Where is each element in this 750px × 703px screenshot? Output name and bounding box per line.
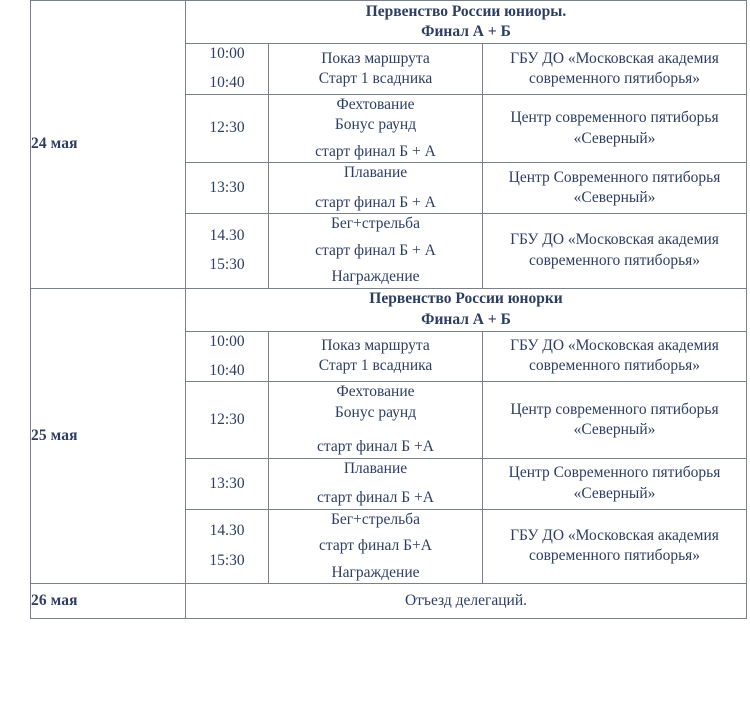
time-line-1: 13:30 — [209, 474, 245, 492]
closing-text: Отъезд делегаций. — [186, 584, 747, 619]
time-cell — [186, 458, 269, 509]
time-cell — [186, 44, 269, 95]
venue-line-2: «Северный» — [573, 189, 656, 207]
venue-cell — [483, 458, 747, 509]
date-cell: 26 мая — [31, 584, 186, 619]
time-line-1: 10:00 — [209, 45, 245, 62]
time-cell — [186, 214, 269, 288]
venue-line-2: современного пятиборья» — [528, 547, 701, 565]
schedule-table — [30, 0, 747, 619]
venue-line-1: ГБУ ДО «Московская академия — [510, 526, 719, 544]
time-line-2: 15:30 — [209, 256, 245, 274]
event-line-2: Старт 1 всадника — [318, 69, 433, 87]
section-heading-line-1: Первенство России юнорки — [369, 290, 563, 308]
event-line-1: Показ маршрута — [321, 337, 430, 355]
event-line-1: Плавание — [343, 459, 408, 477]
time-line-2: 10:40 — [209, 361, 245, 379]
event-cell — [269, 163, 483, 214]
time-line-1: 14.30 — [209, 522, 245, 540]
time-line-1: 12:30 — [209, 119, 245, 137]
event-cell — [269, 331, 483, 382]
venue-line-2: современного пятиборья» — [528, 251, 701, 269]
time-line-1: 12:30 — [209, 410, 245, 428]
event-line-1: Бег+стрельба — [331, 215, 420, 233]
event-cell — [269, 382, 483, 458]
event-line-1: Фехтование — [336, 95, 415, 113]
event-line-3: старт финал Б +А — [317, 438, 434, 456]
venue-line-1: ГБУ ДО «Московская академия — [510, 231, 719, 249]
venue-line-1: Центр современного пятиборья — [510, 109, 719, 127]
section-header-row — [31, 288, 747, 331]
venue-line-1: ГБУ ДО «Московская академия — [510, 337, 719, 355]
time-line-1: 13:30 — [209, 178, 245, 196]
date-cell: 24 мая — [31, 1, 186, 289]
venue-cell — [483, 44, 747, 95]
time-line-1: 14.30 — [209, 226, 245, 244]
event-line-2: Бонус раунд — [334, 403, 417, 421]
venue-line-1: Центр Современного пятиборья — [508, 464, 721, 482]
event-cell — [269, 94, 483, 162]
venue-line-2: «Северный» — [573, 421, 656, 439]
time-cell — [186, 382, 269, 458]
venue-cell — [483, 214, 747, 288]
event-line-2: старт финал Б+А — [318, 537, 432, 555]
event-line-3: старт финал Б + А — [315, 142, 436, 160]
event-cell — [269, 509, 483, 583]
event-cell — [269, 458, 483, 509]
time-line-2: 15:30 — [209, 551, 245, 569]
event-line-2: старт финал Б + А — [315, 193, 436, 211]
time-cell — [186, 163, 269, 214]
event-line-1: Плавание — [343, 164, 408, 182]
venue-cell — [483, 94, 747, 162]
closing-row — [31, 584, 747, 619]
event-line-2: Старт 1 всадника — [318, 357, 433, 375]
venue-cell — [483, 163, 747, 214]
event-line-3: Награждение — [331, 268, 420, 286]
time-cell — [186, 509, 269, 583]
section-heading-line-1: Первенство России юниоры. — [365, 2, 567, 20]
section-heading — [186, 288, 747, 331]
event-line-1: Бег+стрельба — [331, 510, 420, 528]
time-line-2: 10:40 — [209, 74, 245, 92]
time-cell — [186, 331, 269, 382]
venue-cell — [483, 331, 747, 382]
venue-line-2: современного пятиборья» — [528, 69, 701, 87]
section-heading-line-2: Финал А + Б — [421, 310, 511, 328]
section-heading — [186, 1, 747, 44]
time-cell — [186, 94, 269, 162]
date-cell: 25 мая — [31, 288, 186, 584]
event-cell — [269, 214, 483, 288]
schedule-document — [30, 0, 746, 619]
venue-cell — [483, 382, 747, 458]
venue-line-2: «Северный» — [573, 129, 656, 147]
section-heading-line-2: Финал А + Б — [421, 23, 511, 40]
venue-line-1: Центр Современного пятиборья — [508, 168, 721, 186]
event-line-1: Фехтование — [336, 383, 415, 401]
event-line-3: Награждение — [331, 563, 420, 581]
venue-line-2: современного пятиборья» — [528, 357, 701, 375]
event-line-1: Показ маршрута — [321, 49, 430, 67]
venue-cell — [483, 509, 747, 583]
event-line-2: старт финал Б + А — [315, 241, 436, 259]
section-header-row — [31, 1, 747, 44]
event-line-2: старт финал Б +А — [317, 489, 434, 507]
venue-line-1: Центр современного пятиборья — [510, 400, 719, 418]
venue-line-1: ГБУ ДО «Московская академия — [510, 49, 719, 67]
event-line-2: Бонус раунд — [334, 116, 417, 134]
venue-line-2: «Северный» — [573, 484, 656, 502]
event-cell — [269, 44, 483, 95]
time-line-1: 10:00 — [209, 332, 245, 350]
